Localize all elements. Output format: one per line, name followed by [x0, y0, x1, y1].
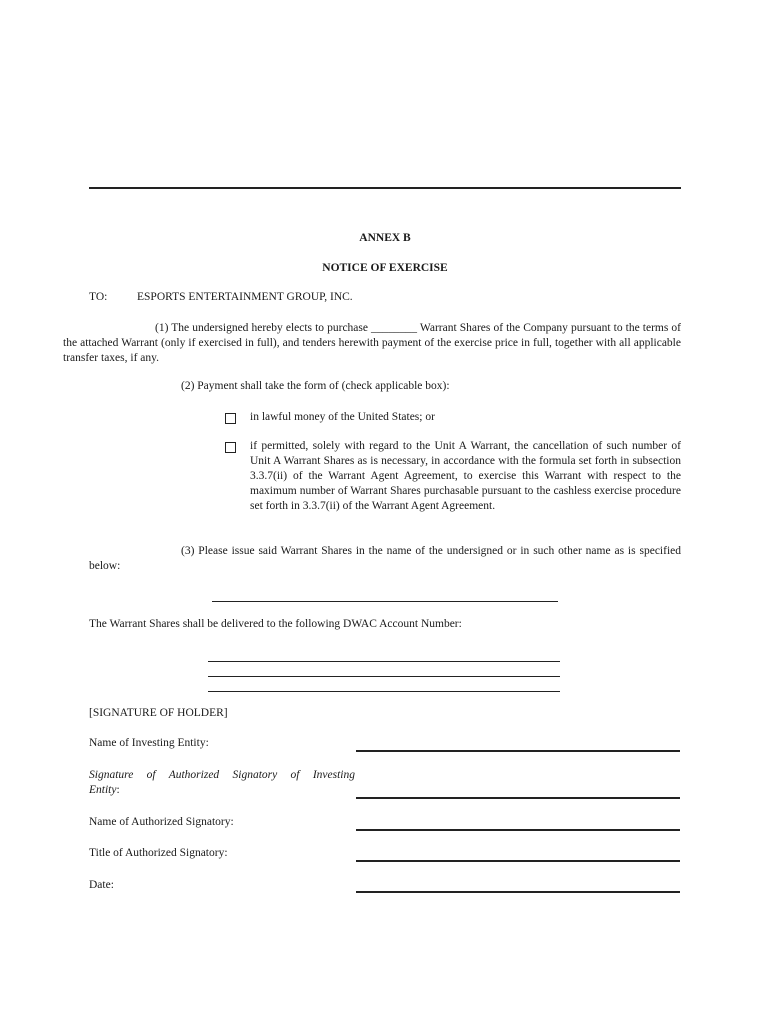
name-authorized-line[interactable] [356, 829, 680, 831]
payment-option-cashless[interactable] [225, 439, 681, 514]
authorized-signature-colon: : [116, 784, 120, 796]
checkbox-cashless[interactable] [225, 442, 236, 453]
authorized-signature-entity: Entity [89, 784, 117, 796]
dwac-line-3[interactable] [208, 691, 560, 692]
title-authorized-line[interactable] [356, 860, 680, 862]
paragraph-3: (3) Please issue said Warrant Shares in the name of the undersigned or in such other name as is specified below: [89, 545, 681, 572]
name-authorized-label: Name of Authorized Signatory: [89, 816, 234, 828]
authorized-signature-line[interactable] [356, 797, 680, 799]
name-line[interactable] [212, 601, 558, 602]
investing-entity-label: Name of Investing Entity: [89, 737, 209, 749]
title-authorized-label: Title of Authorized Signatory: [89, 847, 228, 859]
dwac-text: The Warrant Shares shall be delivered to the following DWAC Account Number: [89, 618, 462, 630]
signature-header: [SIGNATURE OF HOLDER] [89, 707, 228, 719]
date-line[interactable] [356, 891, 680, 893]
paragraph-2: (2) Payment shall take the form of (check applicable box): [181, 380, 450, 392]
date-label: Date: [89, 879, 114, 891]
annex-title: ANNEX B [359, 232, 411, 244]
option-cashless-label: if permitted, solely with regard to the Unit A Warrant, the cancellation of such number of Unit A Warrant Shares as is necessary, in accordance with the formula set forth in subsection 3.3.7(ii) of the Warrant Agent Agreement, to exercise this Warrant with respect to the maximum number of Warrant Shares purchasable pursuant to the cashless exercise procedure set forth in 3.3.7(ii) of the Warrant Agent Agreement. [250, 440, 681, 512]
investing-entity-line[interactable] [356, 750, 680, 752]
payment-option-cash[interactable] [225, 410, 681, 425]
dwac-line-1[interactable] [208, 661, 560, 662]
checkbox-cash[interactable] [225, 413, 236, 424]
notice-title: NOTICE OF EXERCISE [322, 262, 448, 274]
dwac-line-2[interactable] [208, 676, 560, 677]
to-label: TO: [89, 291, 108, 303]
top-rule [89, 187, 681, 189]
option-cash-label: in lawful money of the United States; or [250, 411, 435, 423]
to-value: ESPORTS ENTERTAINMENT GROUP, INC. [137, 291, 353, 303]
authorized-signature-label-2 [89, 784, 120, 796]
authorized-signature-label: Signature of Authorized Signatory of Investing [89, 769, 355, 781]
paragraph-1: (1) The undersigned hereby elects to purchase ________ Warrant Shares of the Company pursuant to the terms of the attached Warrant (only if exercised in full), and tenders herewith payment of the exercise price in full, together with all applicable transfer taxes, if any. [63, 322, 681, 364]
